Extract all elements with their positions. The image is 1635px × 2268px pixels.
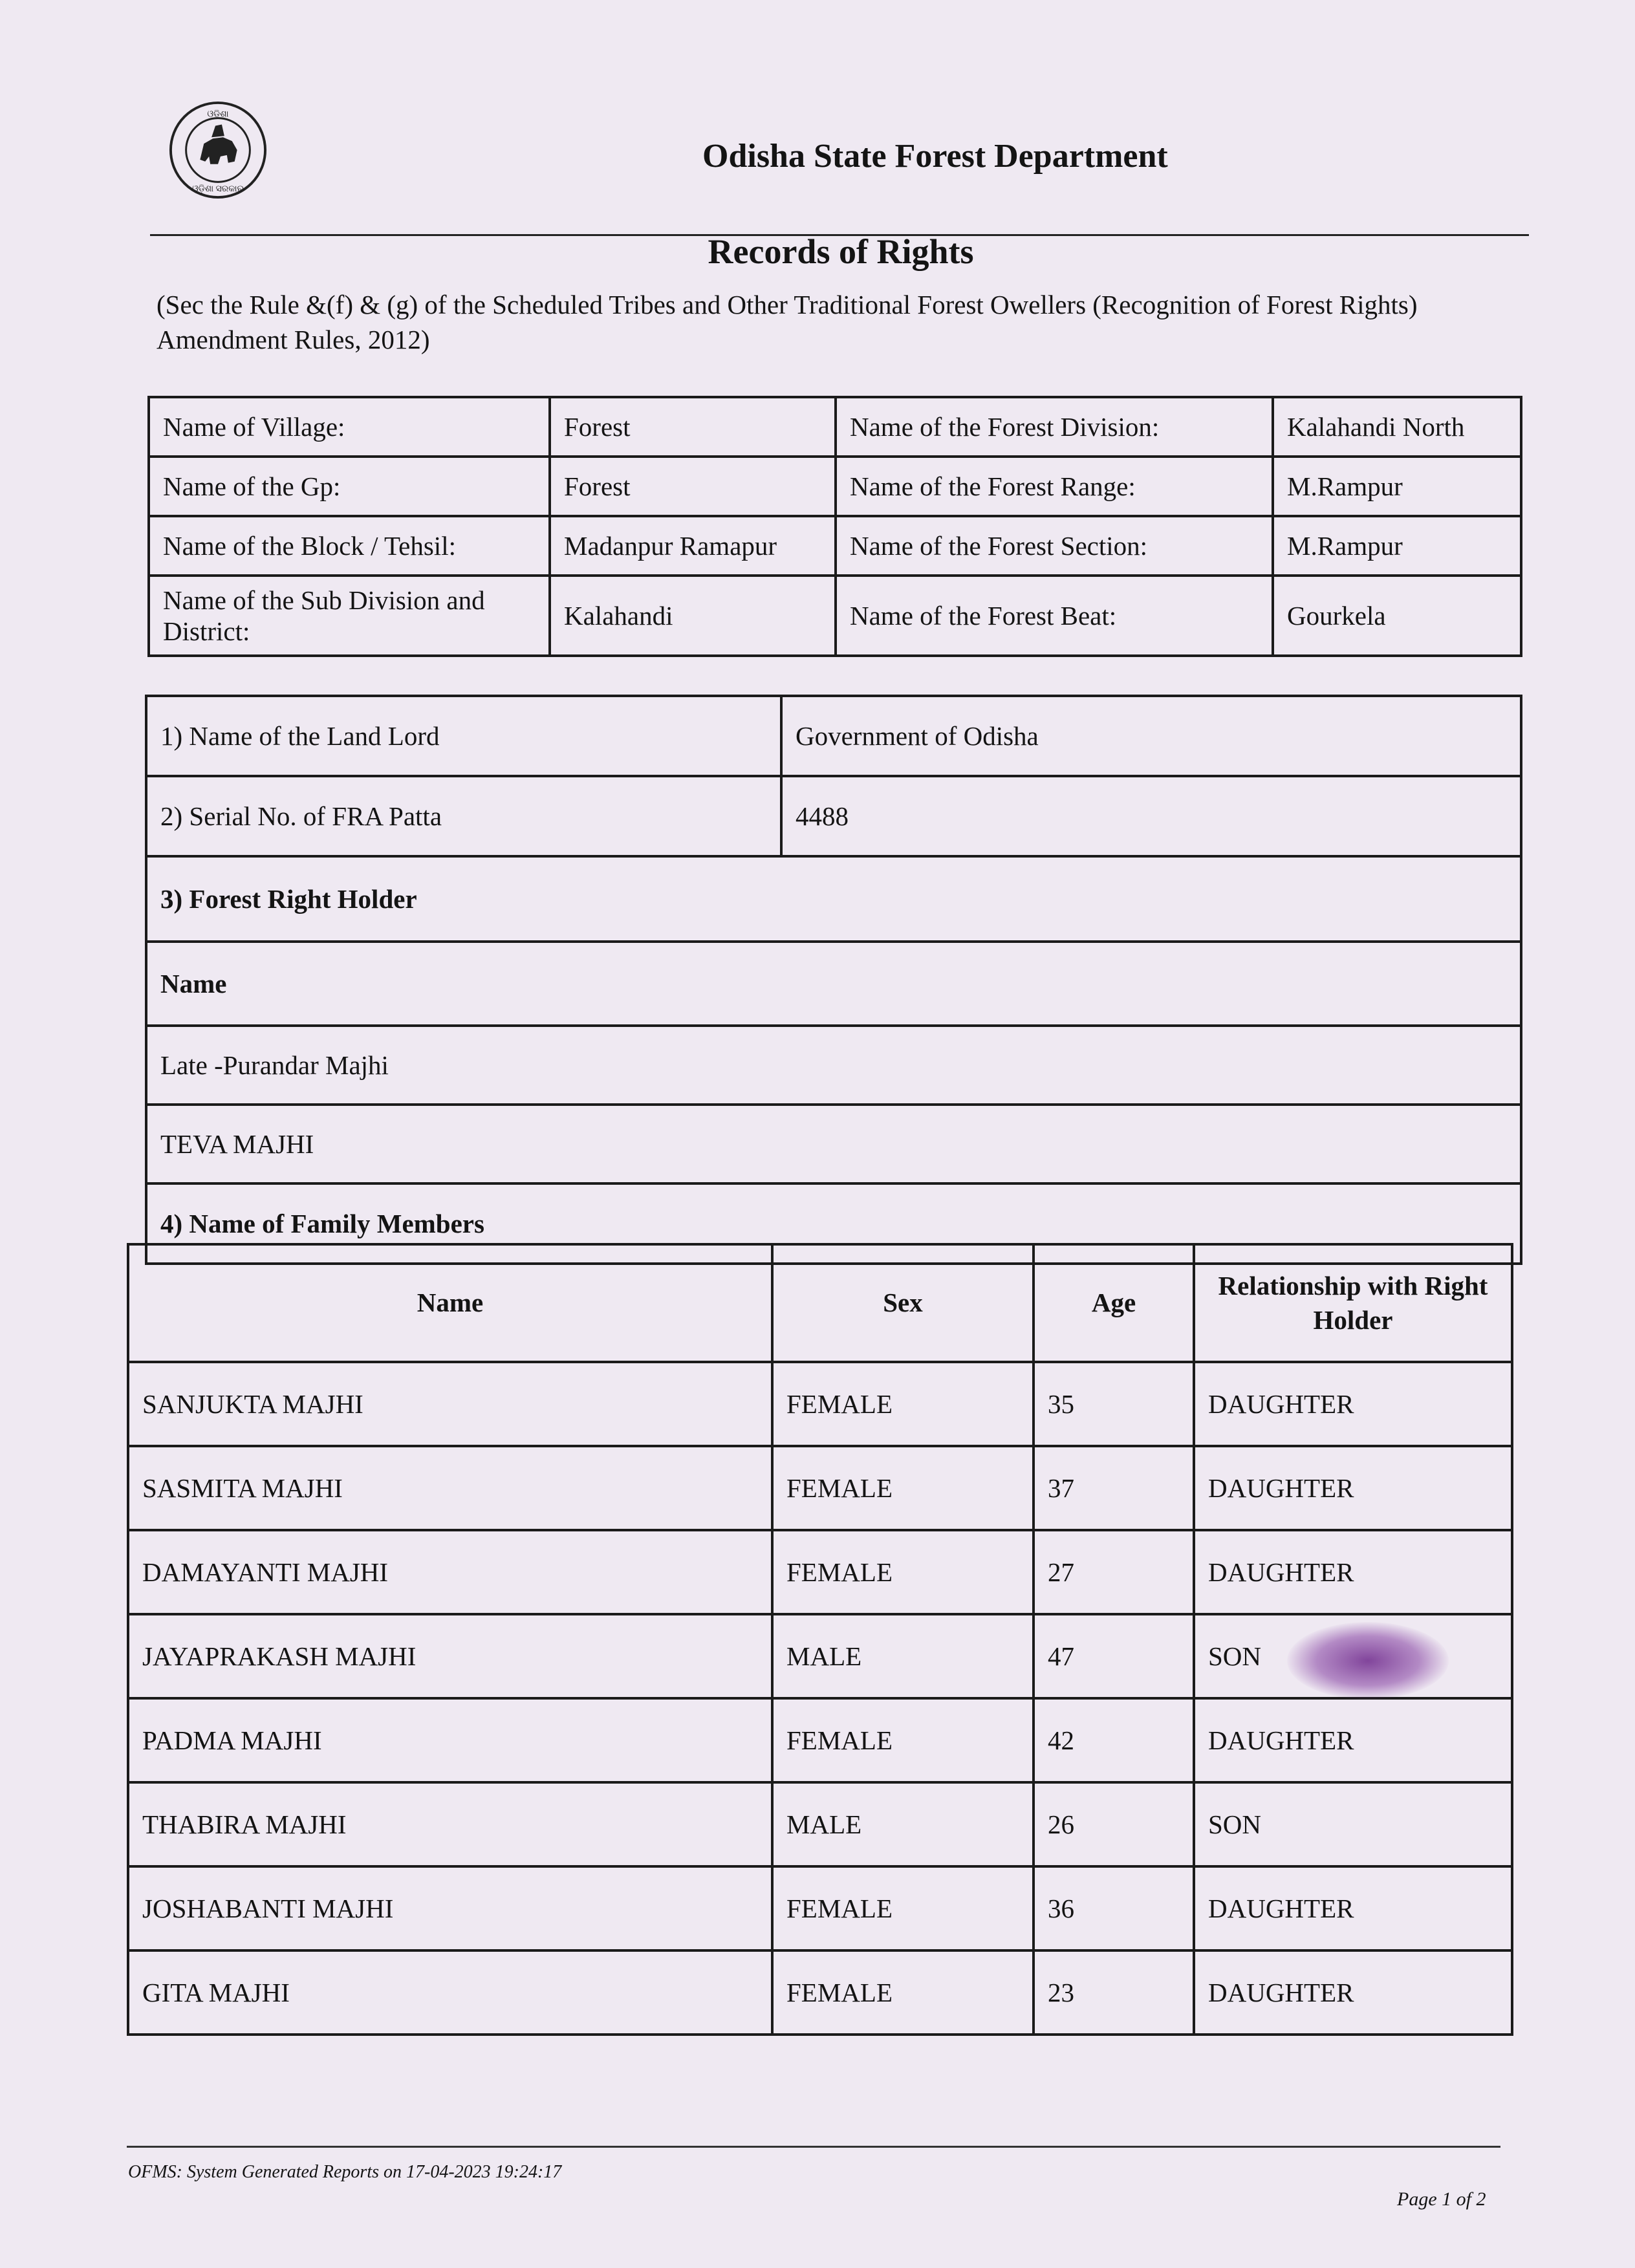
member-sex: FEMALE: [772, 1530, 1034, 1614]
block-label: Name of the Block / Tehsil:: [149, 516, 550, 576]
member-name: SASMITA MAJHI: [128, 1446, 772, 1530]
ink-stamp-mark: [1287, 1622, 1449, 1700]
holder-name: TEVA MAJHI: [146, 1105, 1521, 1183]
member-sex: FEMALE: [772, 1446, 1034, 1530]
odisha-emblem-icon: [167, 98, 269, 202]
forest-range-label: Name of the Forest Range:: [836, 457, 1273, 516]
table-row: [128, 1950, 1512, 2035]
village-label: Name of Village:: [149, 397, 550, 457]
member-relationship: DAUGHTER: [1194, 1362, 1512, 1446]
table-row: [128, 1698, 1512, 1782]
member-age: 42: [1034, 1698, 1194, 1782]
table-row: [146, 1026, 1521, 1105]
member-sex: MALE: [772, 1614, 1034, 1698]
member-sex: MALE: [772, 1782, 1034, 1866]
location-table: [147, 396, 1522, 657]
member-relationship: SON: [1194, 1782, 1512, 1866]
sub-division-value: Kalahandi: [550, 576, 836, 656]
table-row: [128, 1866, 1512, 1950]
generated-report-note: OFMS: System Generated Reports on 17-04-2023 19:24:17: [128, 2162, 562, 2182]
member-age: 37: [1034, 1446, 1194, 1530]
member-age: 35: [1034, 1362, 1194, 1446]
table-row: [146, 856, 1521, 942]
sub-division-label: Name of the Sub Division and District:: [149, 576, 550, 656]
member-age: 26: [1034, 1782, 1194, 1866]
column-header-relationship: Relationship with Right Holder: [1194, 1244, 1512, 1362]
page-number: Page 1 of 2: [1397, 2188, 1486, 2210]
table-row: [149, 397, 1521, 457]
member-sex: FEMALE: [772, 1698, 1034, 1782]
emblem-text-bottom: ଓଡ଼ିଶା ସରକାର: [192, 184, 244, 194]
member-relationship: DAUGHTER: [1194, 1530, 1512, 1614]
document-title: Records of Rights: [708, 232, 974, 271]
member-age: 47: [1034, 1614, 1194, 1698]
member-name: SANJUKTA MAJHI: [128, 1362, 772, 1446]
member-sex: FEMALE: [772, 1866, 1034, 1950]
patta-value: 4488: [781, 776, 1521, 856]
department-title: Odisha State Forest Department: [702, 138, 1168, 175]
column-header-age: Age: [1034, 1244, 1194, 1362]
family-members-heading: 4) Name of Family Members: [146, 1183, 1521, 1264]
table-row: [146, 942, 1521, 1026]
member-name: PADMA MAJHI: [128, 1698, 772, 1782]
member-name: GITA MAJHI: [128, 1950, 772, 2035]
table-row: [149, 457, 1521, 516]
table-row: [146, 696, 1521, 776]
land-lord-value: Government of Odisha: [781, 696, 1521, 776]
member-age: 27: [1034, 1530, 1194, 1614]
table-row: [149, 576, 1521, 656]
block-value: Madanpur Ramapur: [550, 516, 836, 576]
gp-value: Forest: [550, 457, 836, 516]
gp-label: Name of the Gp:: [149, 457, 550, 516]
forest-division-label: Name of the Forest Division:: [836, 397, 1273, 457]
forest-division-value: Kalahandi North: [1273, 397, 1521, 457]
table-header-row: [128, 1244, 1512, 1362]
table-row: [149, 516, 1521, 576]
member-name: THABIRA MAJHI: [128, 1782, 772, 1866]
table-row: [128, 1782, 1512, 1866]
village-value: Forest: [550, 397, 836, 457]
land-lord-label: 1) Name of the Land Lord: [146, 696, 781, 776]
table-row: [146, 1105, 1521, 1183]
member-relationship: SON: [1194, 1614, 1512, 1698]
holder-name-heading: Name: [146, 942, 1521, 1026]
member-sex: FEMALE: [772, 1950, 1034, 2035]
table-row: [128, 1362, 1512, 1446]
forest-section-label: Name of the Forest Section:: [836, 516, 1273, 576]
forest-right-holder-heading: 3) Forest Right Holder: [146, 856, 1521, 942]
forest-section-value: M.Rampur: [1273, 516, 1521, 576]
member-relationship: DAUGHTER: [1194, 1950, 1512, 2035]
holder-name: Late -Purandar Majhi: [146, 1026, 1521, 1105]
member-relationship: DAUGHTER: [1194, 1866, 1512, 1950]
member-age: 23: [1034, 1950, 1194, 2035]
emblem-text-top: ଓଡ଼ିଶା: [207, 109, 229, 119]
document-subtitle: (Sec the Rule &(f) & (g) of the Scheduled Tribes and Other Traditional Forest Owellers (Recognition of Forest Rights) Amendment Rules, 2012): [157, 290, 1418, 355]
forest-range-value: M.Rampur: [1273, 457, 1521, 516]
patta-label: 2) Serial No. of FRA Patta: [146, 776, 781, 856]
forest-beat-value: Gourkela: [1273, 576, 1521, 656]
forest-beat-label: Name of the Forest Beat:: [836, 576, 1273, 656]
member-relationship: DAUGHTER: [1194, 1446, 1512, 1530]
table-row: [146, 776, 1521, 856]
column-header-sex: Sex: [772, 1244, 1034, 1362]
member-sex: FEMALE: [772, 1362, 1034, 1446]
table-row: [128, 1530, 1512, 1614]
rights-table: [145, 695, 1522, 1265]
table-row: [128, 1446, 1512, 1530]
footer-divider: [127, 2146, 1500, 2148]
member-name: JOSHABANTI MAJHI: [128, 1866, 772, 1950]
column-header-name: Name: [128, 1244, 772, 1362]
member-name: DAMAYANTI MAJHI: [128, 1530, 772, 1614]
member-name: JAYAPRAKASH MAJHI: [128, 1614, 772, 1698]
member-age: 36: [1034, 1866, 1194, 1950]
member-relationship: DAUGHTER: [1194, 1698, 1512, 1782]
